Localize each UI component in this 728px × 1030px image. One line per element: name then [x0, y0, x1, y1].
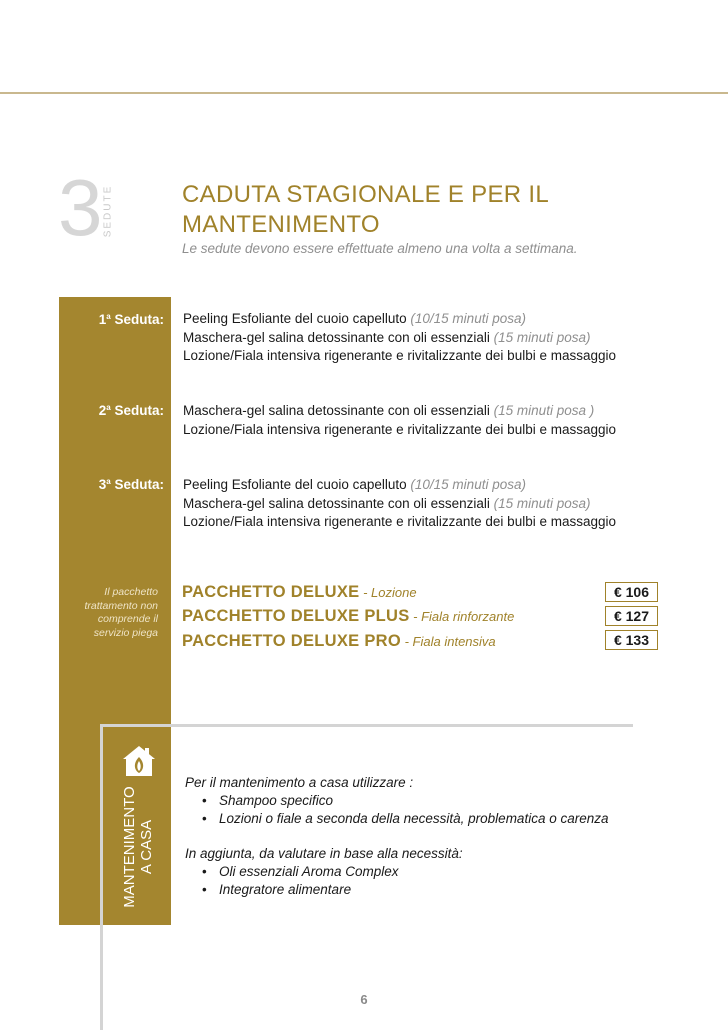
page-title: [182, 180, 549, 240]
session-step: Peeling Esfoliante del cuoio capelluto (10/15 minuti posa): [183, 477, 526, 492]
price-badge: € 127: [605, 606, 658, 626]
section-number: 3: [58, 163, 103, 252]
package-deluxe-plus: PACCHETTO DELUXE PLUS - Fiala rinforzante: [182, 607, 515, 625]
house-icon: [121, 744, 157, 778]
top-rule: [0, 92, 728, 94]
session-step: Maschera-gel salina detossinante con oli essenziali (15 minuti posa): [183, 329, 591, 345]
session-step: Maschera-gel salina detossinante con oli essenziali (15 minuti posa): [183, 495, 591, 511]
home-care-intro: Per il mantenimento a casa utilizzare :: [185, 775, 414, 790]
page-title-line-1: CADUTA STAGIONALE E PER IL: [182, 181, 550, 208]
session-1-label: 1$^a$ Seduta:: [98, 312, 164, 327]
session-step: Lozione/Fiala intensiva rigenerante e rivitalizzante dei bulbi e massaggio: [183, 421, 617, 437]
home-care-label: MANTENIMENTO A CASA: [121, 786, 155, 908]
package-deluxe: PACCHETTO DELUXE - Lozione: [182, 583, 417, 601]
session-2-steps: [183, 402, 616, 439]
session-step: Lozione/Fiala intensiva rigenerante e rivitalizzante dei bulbi e massaggio: [183, 514, 617, 529]
session-step: Lozione/Fiala intensiva rigenerante e rivitalizzante dei bulbi e massaggio: [183, 348, 617, 363]
home-care-extra-intro: In aggiunta, da valutare in base alla necessità:: [185, 846, 463, 861]
package-deluxe-pro: PACCHETTO DELUXE PRO - Fiala intensiva: [182, 632, 496, 650]
page-subtitle: Le sedute devono essere effettuate almeno una volta a settimana.: [182, 241, 578, 256]
list-item: • Oli essenziali Aroma Complex: [203, 863, 399, 881]
session-step: Maschera-gel salina detossinante con oli essenziali (15 minuti posa ): [183, 403, 595, 418]
page-title-line-2: MANTENIMENTO: [182, 211, 380, 238]
session-3-steps: [183, 476, 616, 532]
package-note: Il pacchetto trattamento non comprende il servizio piega: [84, 586, 158, 639]
price-badge: € 133: [605, 630, 658, 650]
session-1-steps: [183, 310, 616, 366]
frame-line-vertical: [100, 724, 103, 1030]
session-step: Peeling Esfoliante del cuoio capelluto (10/15 minuti posa): [183, 311, 526, 326]
price-badge: € 106: [605, 582, 658, 602]
session-3-label: 3$^a$ Seduta:: [98, 477, 164, 492]
session-2-label: 2$^a$ Seduta:: [98, 403, 164, 418]
list-item: • Shampoo specifico: [203, 792, 333, 810]
page-number: 6: [360, 992, 368, 1007]
list-item: • Lozioni o fiale a seconda della necessità, problematica o carenza: [203, 810, 609, 828]
section-number-label: SEDUTE: [102, 184, 114, 238]
list-item: • Integratore alimentare: [203, 881, 351, 899]
frame-line-horizontal: [100, 724, 633, 727]
